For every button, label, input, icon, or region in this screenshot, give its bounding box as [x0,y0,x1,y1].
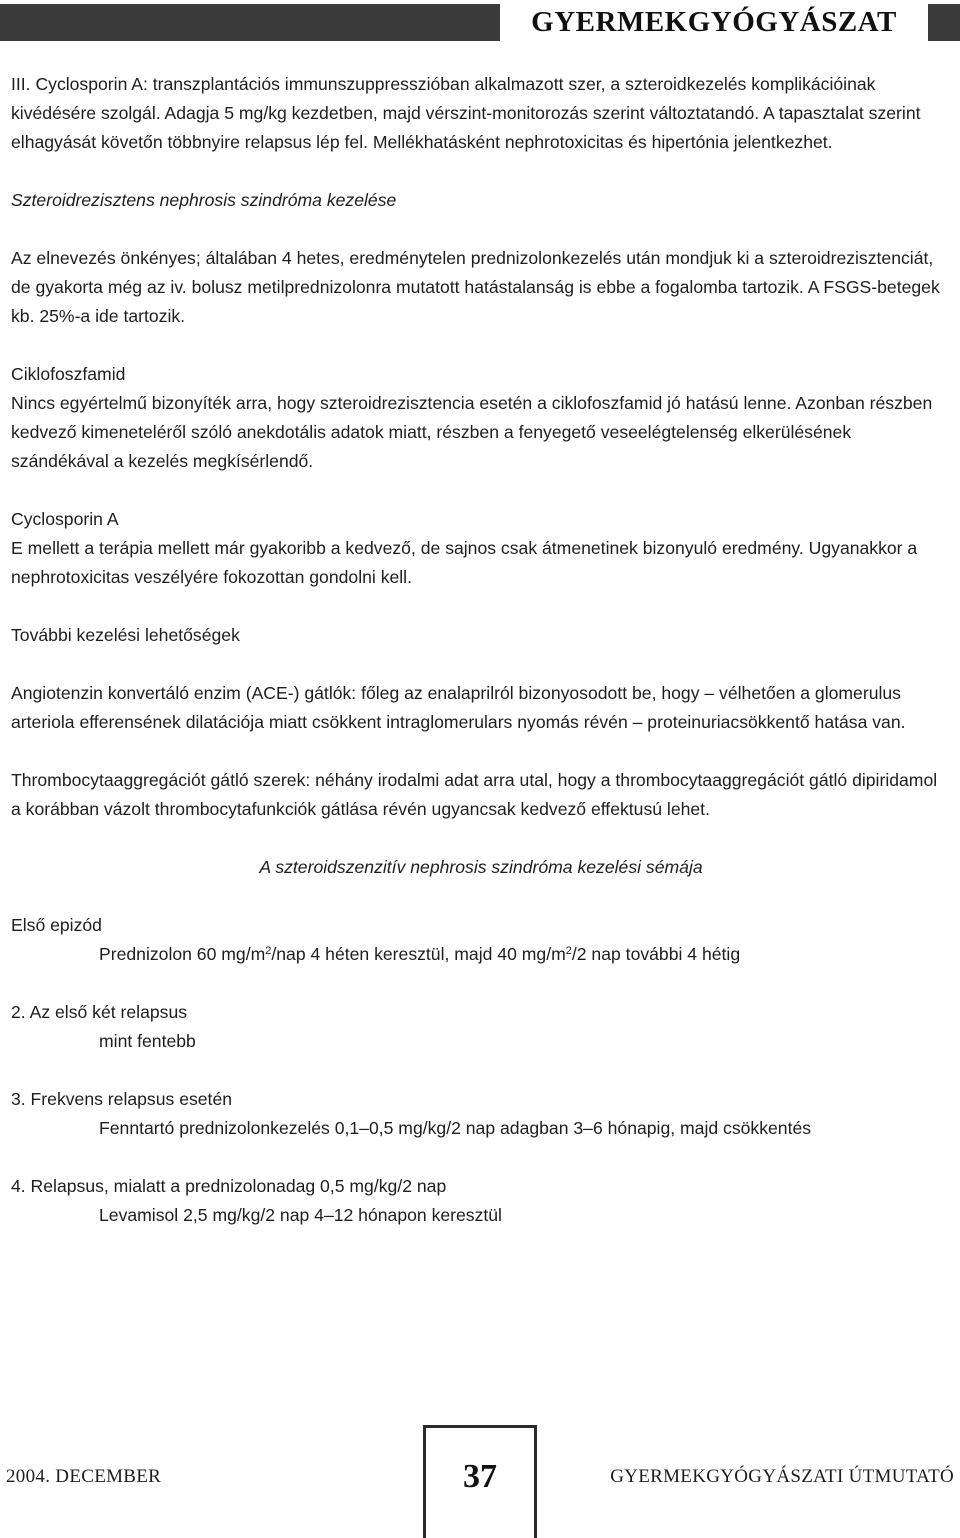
ace-inhibitor-paragraph: Angiotenzin konvertáló enzim (ACE-) gátlók: főleg az enalaprilról bizonyosodott be, hogy – vélhetően a glomerulus arteriola efferensének dilatációja miatt csökkent intraglomerulars nyomás révén – proteinuriacsökkentő hatása van. [11,683,906,732]
scheme-first-episode-label: Első epizód [11,915,102,935]
scheme-second-label: 2. Az első két relapsus [11,1002,188,1022]
header-bar-left [0,4,500,41]
cyclophosphamide-heading: Ciklofoszfamid [11,364,126,384]
scheme-second-detail: mint fentebb [99,1031,196,1051]
page-number-box [423,1425,537,1538]
footer-date: 2004. DECEMBER [6,1466,162,1487]
dose-text-b: /nap 4 héten keresztül, majd 40 mg/m [271,944,566,964]
steroid-resistant-heading: Szteroidrezisztens nephrosis szindróma kezelése [11,190,397,210]
scheme-third-label: 3. Frekvens relapsus esetén [11,1089,233,1109]
scheme-first-episode-detail [11,940,951,969]
dose-text-c: /2 nap további 4 hétig [571,944,741,964]
cyclosporin-heading: Cyclosporin A [11,509,119,529]
further-options-heading: További kezelési lehetőségek [11,625,240,645]
footer-publication: GYERMEKGYÓGYÁSZATI ÚTMUTATÓ [610,1466,954,1487]
steroid-resistant-paragraph: Az elnevezés önkényes; általában 4 hetes, eredménytelen prednizolonkezelés után mondjuk ki a szteroidrezisztenciát, de gyakorta még az iv. bolusz metilprednizolonra mutatott hatástalanság is ebbe a fogalomba tartozik. A FSGS-betegek kb. 25%-a ide tartozik. [11,248,940,326]
page-number: 37 [463,1458,497,1495]
cyclosporin-paragraph: E mellett a terápia mellett már gyakoribb a kedvező, de sajnos csak átmenetinek bizonyuló eredmény. Ugyanakkor a nephrotoxicitas veszélyére fokozottan gondolni kell. [11,538,918,587]
scheme-third-detail: Fenntartó prednizolonkezelés 0,1–0,5 mg/kg/2 nap adagban 3–6 hónapig, majd csökkentés [99,1118,812,1138]
journal-title: GYERMEKGYÓGYÁSZAT [531,6,897,38]
header-bar-right [928,4,960,41]
dose-text-a: Prednizolon 60 mg/m [99,944,266,964]
page-header [0,0,960,44]
cyclophosphamide-paragraph: Nincs egyértelmű bizonyíték arra, hogy szteroidrezisztencia esetén a ciklofoszfamid jó hatású lenne. Azonban részben kedvező kimeneteléről szóló anekdotális adatok miatt, részben a fenyegető veseelégtelenség elkerülésének szándékával a kezelés megkísérlendő. [11,393,933,471]
scheme-fourth-detail: Levamisol 2,5 mg/kg/2 nap 4–12 hónapon keresztül [99,1205,502,1225]
superscript-2: 2 [565,945,572,957]
cyclosporin-intro-paragraph: III. Cyclosporin A: transzplantációs immunszuppresszióban alkalmazott szer, a szteroidkezelés komplikációinak kivédésére szolgál. Adagja 5 mg/kg kezdetben, majd vérszint-monitorozás szerint változtatandó. A tapasztalat szerint elhagyását követőn többnyire relapsus lép fel. Mellékhatásként nephrotoxicitas és hipertónia jelentkezhet. [11,74,921,152]
scheme-fourth-label: 4. Relapsus, mialatt a prednizolonadag 0,5 mg/kg/2 nap [11,1176,447,1196]
thrombocyte-inhibitor-paragraph: Thrombocytaaggregációt gátló szerek: néhány irodalmi adat arra utal, hogy a thrombocytaaggregációt gátló dipiridamol a korábban vázolt thrombocytafunkciók gátlása révén ugyancsak kedvező effektusú lehet. [11,770,938,819]
scheme-title: A szteroidszenzitív nephrosis szindróma kezelési sémája [259,857,703,877]
article-body [11,70,951,1230]
superscript-2: 2 [265,945,272,957]
